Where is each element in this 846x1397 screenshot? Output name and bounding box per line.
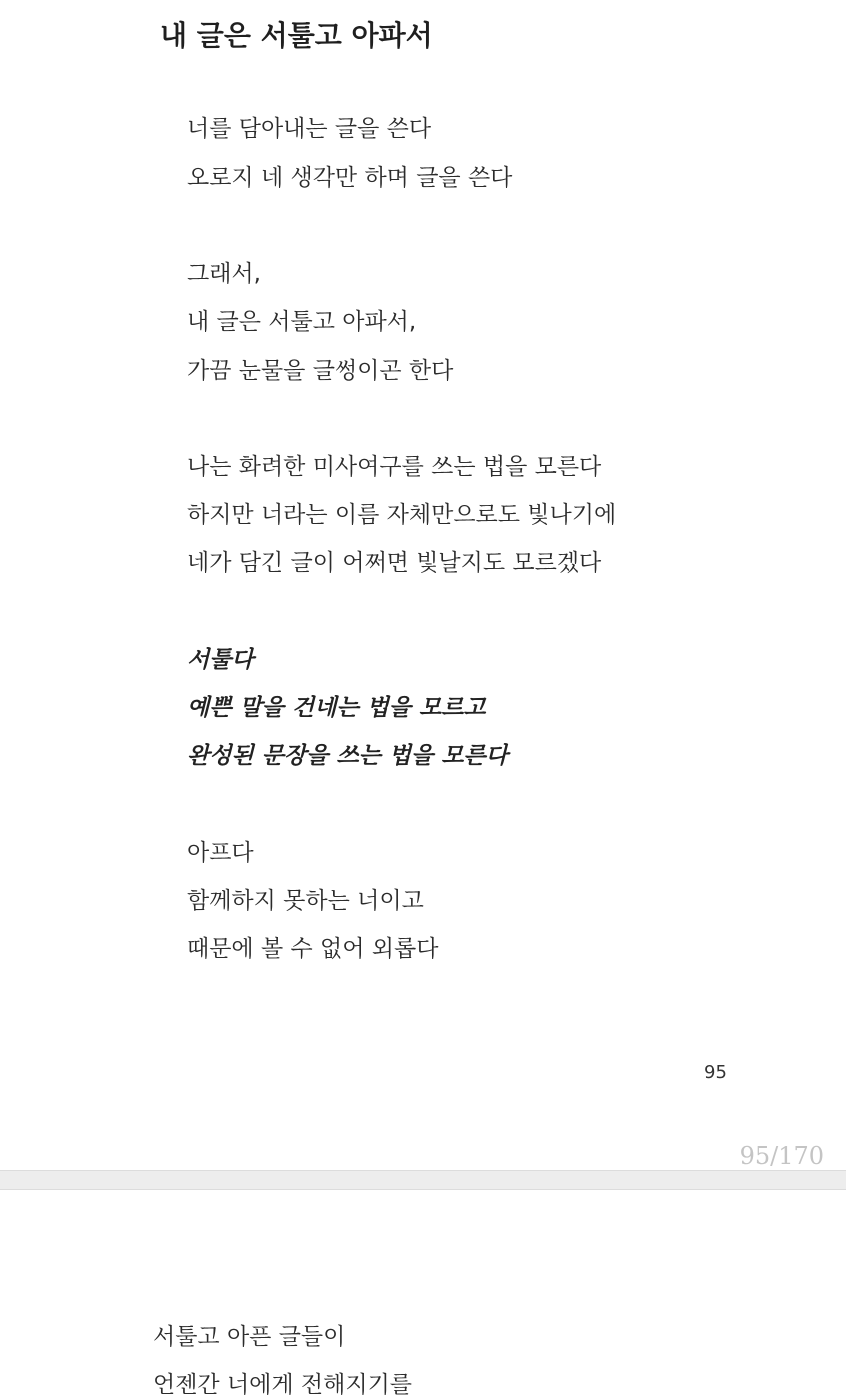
poem-line: 가끔 눈물을 글썽이곤 한다 [187, 358, 454, 384]
poem-line: 그래서, [187, 261, 261, 287]
poem-line: 너를 담아내는 글을 쓴다 [187, 116, 432, 142]
book-page-96 [0, 1190, 846, 1397]
poem-title: 내 글은 서툴고 아파서 [160, 19, 433, 52]
poem-line: 네가 담긴 글이 어쩌면 빛날지도 모르겠다 [187, 550, 602, 576]
poem-line: 오로지 네 생각만 하며 글을 쓴다 [187, 165, 513, 191]
poem-line: 아프다 [187, 840, 254, 866]
poem-line: 나는 화려한 미사여구를 쓰는 법을 모른다 [187, 454, 602, 480]
poem-line: 하지만 너라는 이름 자체만으로도 빛나기에 [187, 502, 617, 528]
poem-line: 언젠간 너에게 전해지기를 [153, 1372, 413, 1397]
poem-line-emphasized: 서툴다 [187, 646, 254, 673]
page-number: 95 [704, 1062, 727, 1083]
poem-line-emphasized: 예쁜 말을 건네는 법을 모르고 [187, 694, 486, 721]
poem-line: 서툴고 아픈 글들이 [153, 1324, 346, 1350]
page-separator [0, 1170, 846, 1190]
page-counter: 95/170 [739, 1142, 824, 1170]
poem-line-emphasized: 완성된 문장을 쓰는 법을 모른다 [187, 742, 508, 769]
poem-line: 때문에 볼 수 없어 외롭다 [187, 936, 439, 962]
poem-line: 내 글은 서툴고 아파서, [187, 309, 417, 335]
poem-line: 함께하지 못하는 너이고 [187, 888, 424, 914]
